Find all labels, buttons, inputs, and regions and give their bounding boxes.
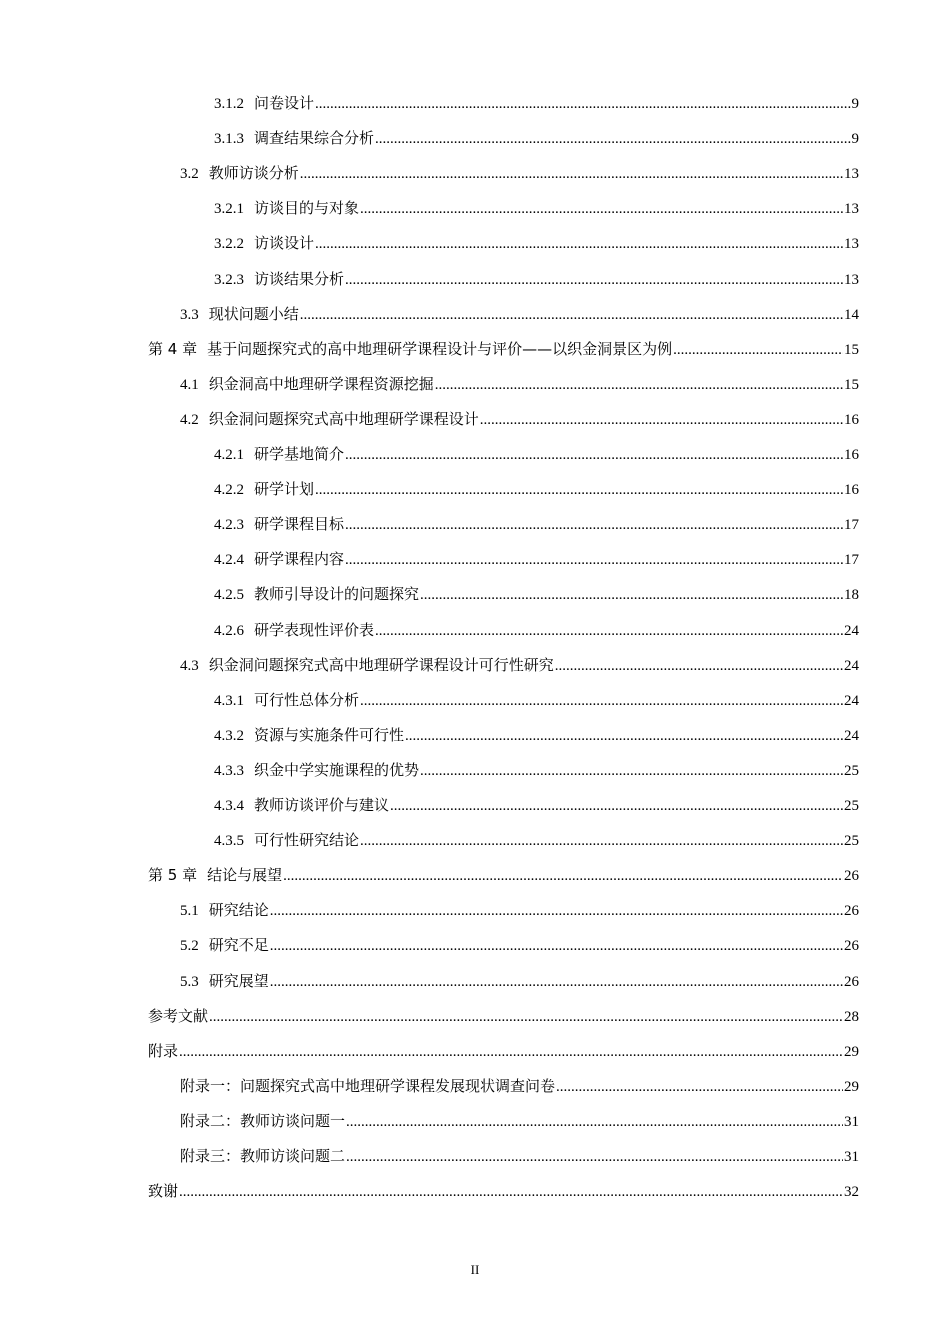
toc-entry-title: 研学基地简介 [254, 445, 345, 463]
toc-entry-title: 参考文献 [148, 1007, 209, 1025]
toc-entry[interactable] [180, 1073, 859, 1099]
toc-entry-page: 25 [844, 798, 859, 814]
toc-entry[interactable] [180, 652, 859, 678]
toc-entry-number: 4.3.2 [214, 728, 244, 744]
toc-dot-leader [556, 1074, 843, 1100]
toc-entry[interactable] [180, 932, 859, 958]
toc-dot-leader [420, 758, 843, 784]
toc-entry[interactable] [214, 546, 859, 572]
toc-entry-number: 第 4 章 [148, 340, 198, 358]
toc-entry-page: 25 [844, 833, 859, 849]
toc-entry-number: 4.2.6 [214, 623, 244, 639]
toc-entry-number: 3.3 [180, 307, 199, 323]
toc-entry-number: 4.3.4 [214, 798, 244, 814]
toc-entry[interactable] [214, 617, 859, 643]
toc-entry-number: 4.3.5 [214, 833, 244, 849]
toc-entry-title: 调查结果综合分析 [254, 129, 375, 147]
toc-entry-title: 附录一：问题探究式高中地理研学课程发展现状调查问卷 [180, 1077, 556, 1095]
toc-entry-number: 第 5 章 [148, 866, 198, 884]
toc-entry[interactable] [214, 792, 859, 818]
toc-entry-title: 研学课程目标 [254, 515, 345, 533]
toc-entry[interactable] [180, 968, 859, 994]
toc-entry-number: 3.1.3 [214, 131, 244, 147]
toc-entry-title: 基于问题探究式的高中地理研学课程设计与评价——以织金洞景区为例 [207, 340, 673, 358]
toc-entry-page: 13 [844, 272, 859, 288]
toc-entry-page: 29 [844, 1079, 859, 1095]
toc-entry-number: 4.3.3 [214, 763, 244, 779]
toc-entry[interactable] [180, 406, 859, 432]
toc-entry[interactable] [180, 1143, 859, 1169]
toc-dot-leader [270, 933, 843, 959]
toc-dot-leader [346, 1144, 843, 1170]
toc-entry-page: 15 [844, 342, 859, 358]
toc-entry-page: 32 [844, 1184, 859, 1200]
toc-entry-title: 织金洞问题探究式高中地理研学课程设计可行性研究 [208, 656, 554, 674]
toc-entry-number: 3.2.3 [214, 272, 244, 288]
toc-entry-title: 结论与展望 [207, 866, 283, 884]
toc-entry-title: 研学计划 [254, 480, 315, 498]
toc-entry[interactable] [148, 862, 859, 888]
toc-entry-title: 附录三：教师访谈问题二 [180, 1147, 346, 1165]
toc-entry[interactable] [214, 476, 859, 502]
toc-entry[interactable] [180, 897, 859, 923]
toc-entry[interactable] [180, 371, 859, 397]
toc-dot-leader [270, 969, 843, 995]
toc-entry-number: 4.2.2 [214, 482, 244, 498]
toc-entry-title: 研究展望 [208, 972, 269, 990]
toc-entry-number: 4.3.1 [214, 693, 244, 709]
toc-entry[interactable] [214, 827, 859, 853]
toc-dot-leader [270, 898, 843, 924]
toc-entry-number: 4.2.4 [214, 552, 244, 568]
toc-dot-leader [315, 91, 850, 117]
toc-entry[interactable] [214, 581, 859, 607]
toc-entry[interactable] [214, 266, 859, 292]
toc-dot-leader [390, 793, 843, 819]
toc-entry-title: 研学课程内容 [254, 550, 345, 568]
toc-entry-number: 3.1.2 [214, 96, 244, 112]
toc-entry-title: 资源与实施条件可行性 [254, 726, 405, 744]
toc-entry-number: 4.2 [180, 412, 199, 428]
toc-entry[interactable] [214, 722, 859, 748]
toc-dot-leader [555, 653, 843, 679]
toc-entry-title: 访谈目的与对象 [254, 199, 360, 217]
toc-entry-page: 17 [844, 552, 859, 568]
toc-entry-page: 17 [844, 517, 859, 533]
toc-dot-leader [346, 1109, 843, 1135]
toc-entry[interactable] [148, 1038, 859, 1064]
toc-entry-page: 26 [844, 938, 859, 954]
toc-dot-leader [300, 161, 843, 187]
toc-dot-leader [345, 512, 843, 538]
page-number: II [470, 1262, 480, 1277]
toc-dot-leader [179, 1039, 843, 1065]
toc-entry[interactable] [214, 90, 859, 116]
toc-dot-leader [480, 407, 843, 433]
toc-entry-title: 织金洞问题探究式高中地理研学课程设计 [208, 410, 479, 428]
toc-entry-title: 可行性研究结论 [254, 831, 360, 849]
toc-entry-title: 访谈结果分析 [254, 270, 345, 288]
toc-entry-number: 4.2.3 [214, 517, 244, 533]
toc-entry[interactable] [214, 511, 859, 537]
toc-entry-page: 26 [844, 974, 859, 990]
toc-entry[interactable] [148, 1178, 859, 1204]
toc-dot-leader [315, 231, 843, 257]
toc-entry-number: 4.2.5 [214, 587, 244, 603]
toc-entry-title: 附录 [148, 1042, 179, 1060]
toc-entry-page: 25 [844, 763, 859, 779]
toc-entry-title: 教师引导设计的问题探究 [254, 585, 420, 603]
toc-entry-number: 4.1 [180, 377, 199, 393]
toc-entry-number: 3.2.2 [214, 236, 244, 252]
toc-entry[interactable] [214, 230, 859, 256]
toc-entry-page: 13 [844, 201, 859, 217]
toc-entry-title: 研究不足 [208, 936, 269, 954]
toc-entry-page: 31 [844, 1149, 859, 1165]
toc-entry-page: 24 [844, 693, 859, 709]
toc-entry[interactable] [148, 1003, 859, 1029]
toc-entry-title: 致谢 [148, 1182, 179, 1200]
toc-entry-title: 可行性总体分析 [254, 691, 360, 709]
toc-dot-leader [360, 828, 843, 854]
toc-dot-leader [345, 442, 843, 468]
toc-entry-title: 研究结论 [208, 901, 269, 919]
toc-entry-page: 9 [851, 131, 859, 147]
toc-entry-page: 9 [851, 96, 859, 112]
toc-dot-leader [179, 1179, 843, 1205]
toc-dot-leader [360, 196, 843, 222]
toc-entry-page: 24 [844, 728, 859, 744]
toc-entry-page: 16 [844, 482, 859, 498]
toc-entry-page: 26 [844, 868, 859, 884]
toc-entry[interactable] [180, 301, 859, 327]
toc-entry[interactable] [214, 757, 859, 783]
toc-entry-page: 13 [844, 166, 859, 182]
toc-dot-leader [360, 688, 843, 714]
toc-entry-number: 5.1 [180, 903, 199, 919]
toc-entry-page: 26 [844, 903, 859, 919]
toc-entry-page: 16 [844, 412, 859, 428]
toc-entry-page: 29 [844, 1044, 859, 1060]
toc-entry-number: 3.2.1 [214, 201, 244, 217]
toc-dot-leader [300, 302, 843, 328]
toc-entry-page: 24 [844, 623, 859, 639]
toc-entry-title: 织金中学实施课程的优势 [254, 761, 420, 779]
toc-dot-leader [375, 618, 843, 644]
toc-entry-number: 4.3 [180, 658, 199, 674]
toc-entry-number: 4.2.1 [214, 447, 244, 463]
toc-entry-title: 织金洞高中地理研学课程资源挖掘 [208, 375, 434, 393]
toc-entry-title: 附录二：教师访谈问题一 [180, 1112, 346, 1130]
toc-entry-page: 18 [844, 587, 859, 603]
toc-dot-leader [673, 337, 843, 363]
toc-dot-leader [283, 863, 843, 889]
toc-entry-number: 3.2 [180, 166, 199, 182]
toc-entry-page: 15 [844, 377, 859, 393]
toc-dot-leader [420, 582, 843, 608]
toc-entry-title: 教师访谈分析 [208, 164, 299, 182]
toc-dot-leader [345, 547, 843, 573]
toc-entry-page: 13 [844, 236, 859, 252]
toc-entry[interactable] [214, 441, 859, 467]
toc-dot-leader [209, 1004, 843, 1030]
toc-dot-leader [345, 267, 843, 293]
toc-dot-leader [435, 372, 843, 398]
toc-entry-number: 5.3 [180, 974, 199, 990]
toc-entry[interactable] [214, 125, 859, 151]
toc-entry-page: 28 [844, 1009, 859, 1025]
toc-entry[interactable] [214, 195, 859, 221]
toc-dot-leader [315, 477, 843, 503]
toc-entry-page: 31 [844, 1114, 859, 1130]
toc-entry-title: 访谈设计 [254, 234, 315, 252]
toc-dot-leader [405, 723, 843, 749]
toc-entry[interactable] [180, 1108, 859, 1134]
toc-entry-title: 研学表现性评价表 [254, 621, 375, 639]
toc-entry[interactable] [214, 687, 859, 713]
toc-entry-page: 24 [844, 658, 859, 674]
toc-entry-title: 现状问题小结 [208, 305, 299, 323]
toc-entry-page: 14 [844, 307, 859, 323]
toc-entry-number: 5.2 [180, 938, 199, 954]
toc-dot-leader [375, 126, 850, 152]
toc-entry-page: 16 [844, 447, 859, 463]
toc-entry[interactable] [180, 160, 859, 186]
toc-entry-title: 问卷设计 [254, 94, 315, 112]
toc-entry[interactable] [148, 336, 859, 362]
toc-entry-title: 教师访谈评价与建议 [254, 796, 390, 814]
